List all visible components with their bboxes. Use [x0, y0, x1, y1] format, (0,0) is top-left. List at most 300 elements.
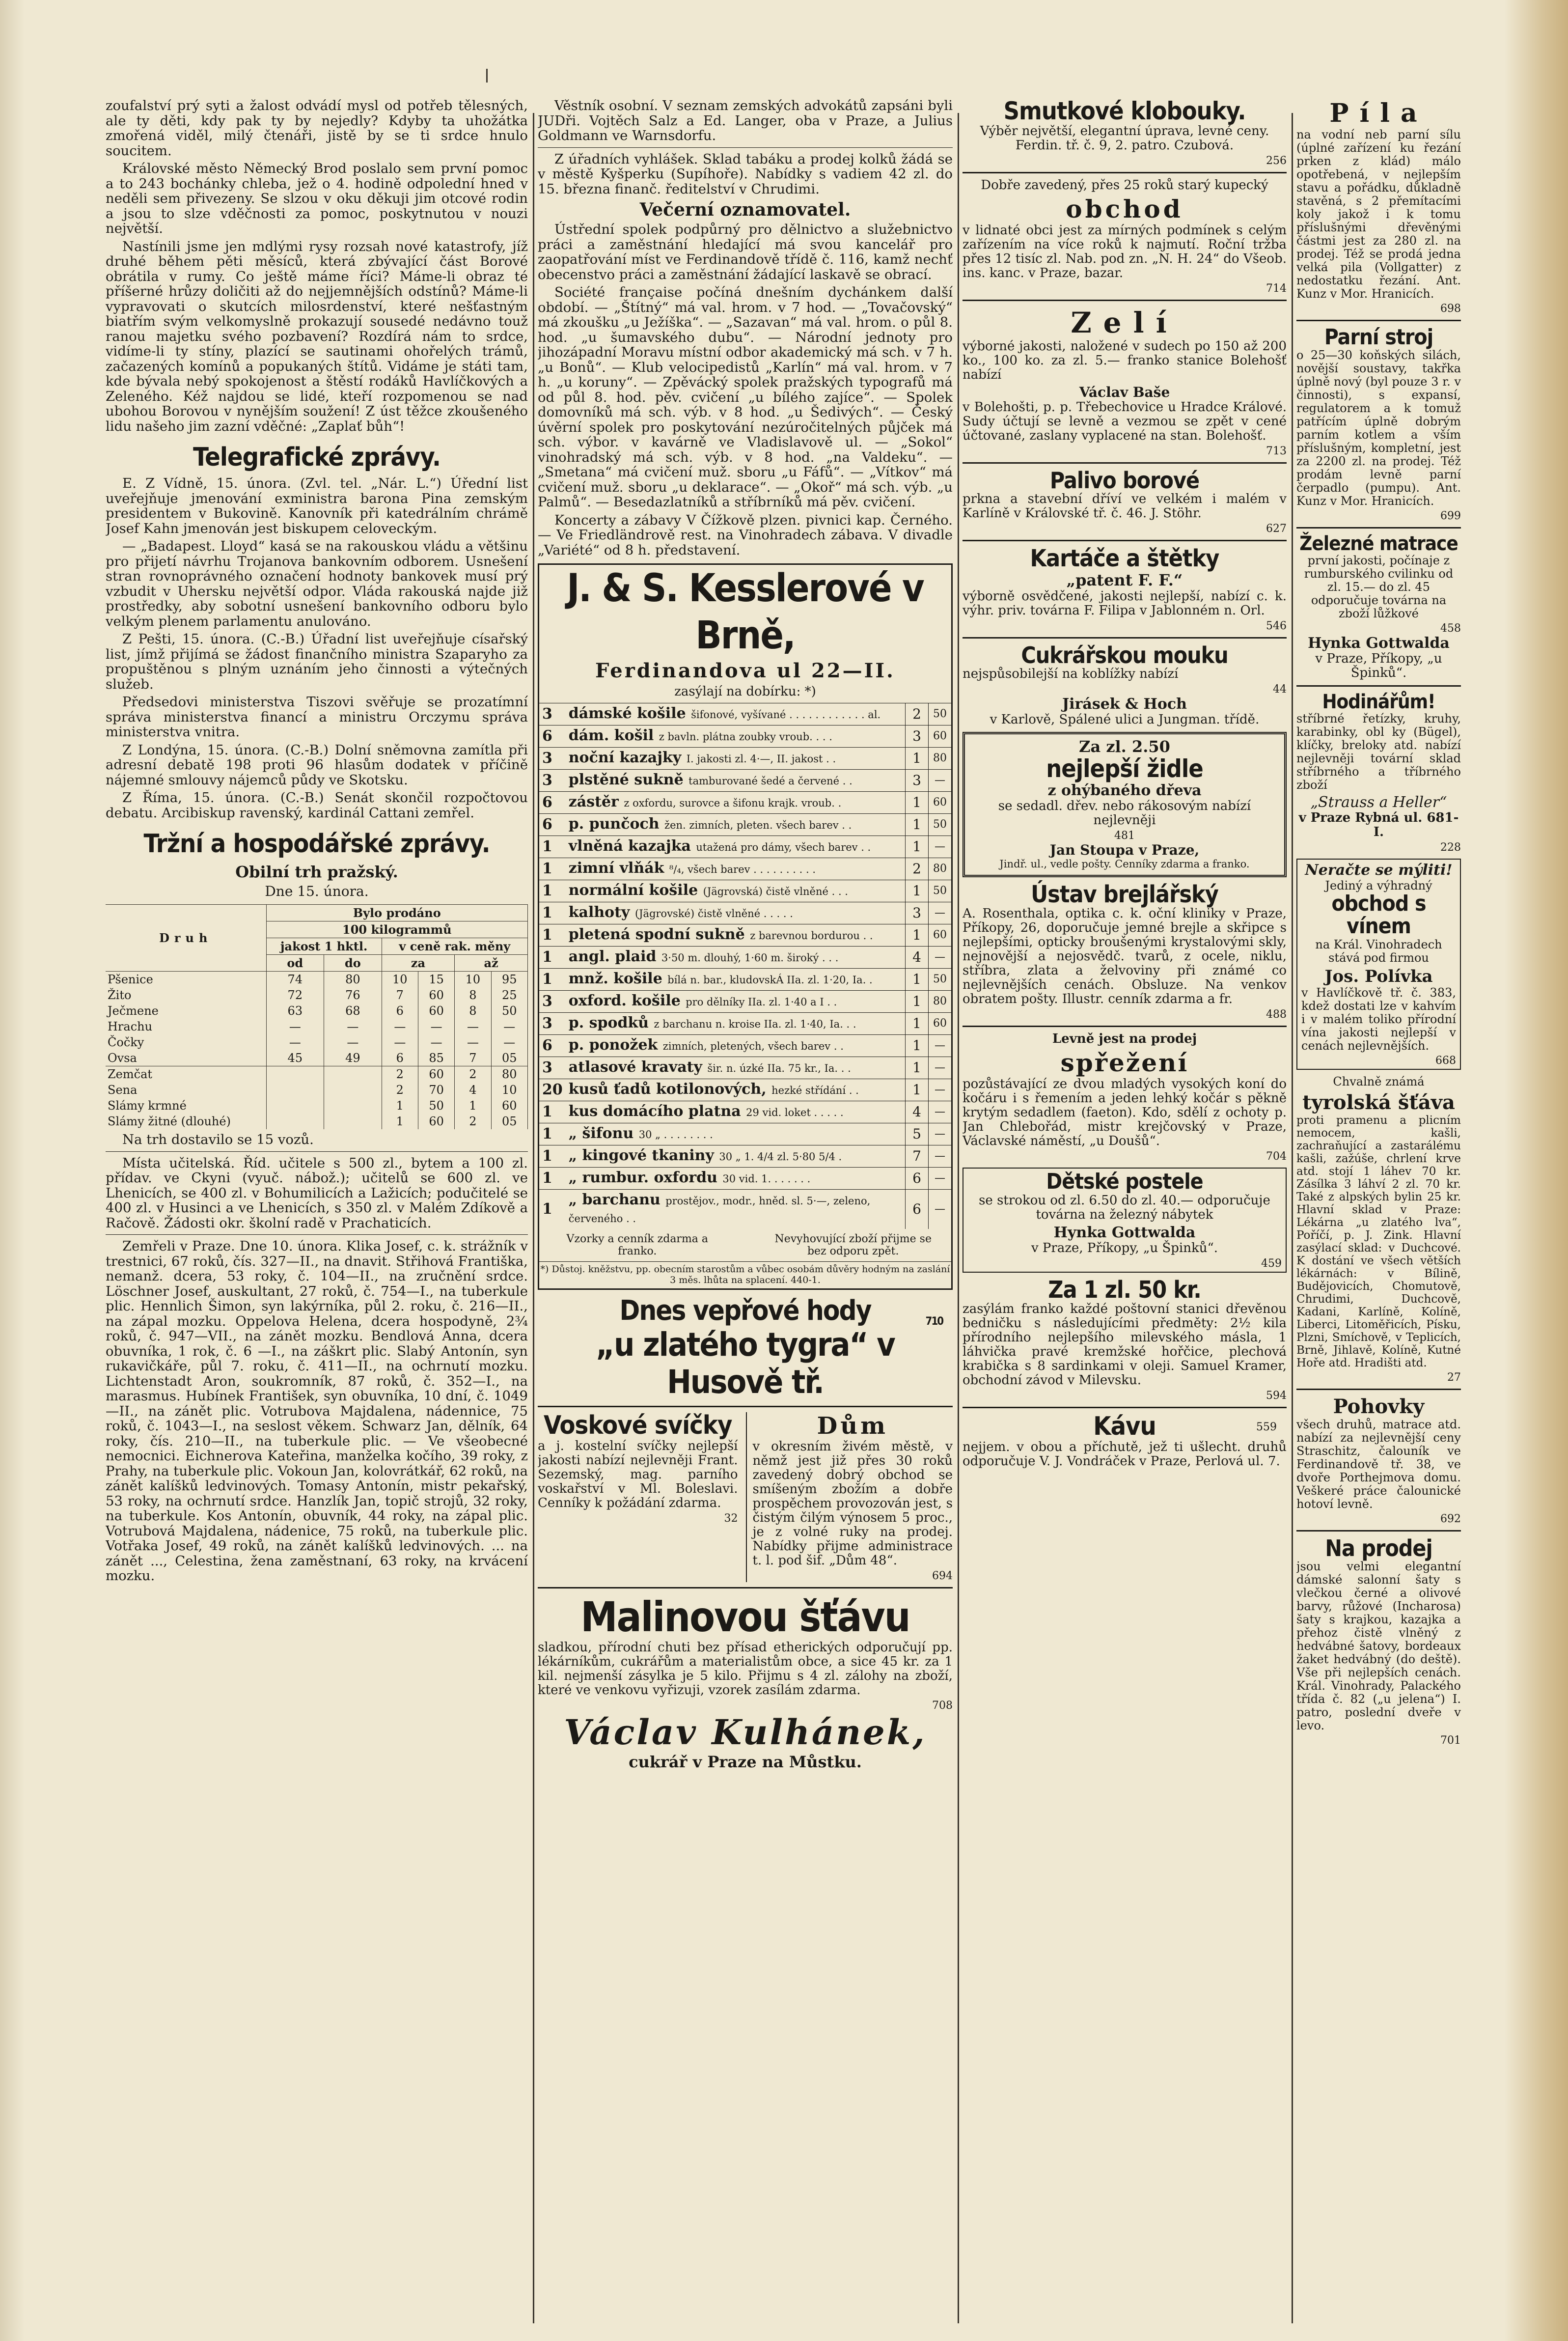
sofas-text: všech druhů, matrace atd. nabízí za nejlevnější ceny Straschitz, čalouník ve Ferdinandově tř. 38, ve dvoře Porthejmova domu. Veškeré práce čalounické hotoví levně.	[1296, 1417, 1461, 1511]
wine-heading: obchod s vínem	[1331, 891, 1426, 939]
grain-value: 63	[266, 1003, 324, 1019]
article-text: Královské město Německý Brod poslalo sem první pomoc a to 243 bochánky chleba, jež o 4. hodině odpolední hned v neděli sem přivezeny. Se slzou v oku děkuji jim otcové rodin a jsou to slze vděčnosti za pomoc, poskytnutou v nouzi největší.	[106, 161, 528, 236]
grain-name: Zemčat	[106, 1066, 266, 1083]
item-name	[566, 1123, 906, 1145]
item-price-zl: 3	[906, 725, 929, 748]
item-price-zl: 1	[906, 1013, 929, 1035]
list-item	[539, 1123, 951, 1145]
for-sale-text: jsou velmi elegantní dámské salonní šaty s vlečkou černé a olivové barvy, růžové (Incharosa) šaty s krajkou, kazajka a přehoz čistě vlněný z hedvábné šatovy, bordeaux žaket hedvábný (do deště). Vše při nejlepších cenách. Král. Vinohrady, Palackého třída č. 82 („u jelena“) I. patro, poslední dveře v levo.	[1296, 1559, 1461, 1732]
item-name	[566, 924, 906, 947]
beds-advert	[963, 1168, 1287, 1272]
ad-number: 692	[1440, 1512, 1461, 1525]
chairs-seller: Jan Stoupa v Praze,	[1049, 841, 1200, 858]
table-row	[106, 1066, 528, 1083]
evening-notice: Société française počíná dnešním dychánkem další období. — „Štítný“ má val. hrom. v 7 hod. — „Tovačovský“ má zkoušku „u Ježíška“. — „Sazavan“ má val. hrom. o půl 8. hod. „u šumavského dubu“. — Národní jednoty pro jihozápadní Moravu místní odbor akademický má sch. v 7 h. „u Bonů“. — Klub velocipedistů „Karlín“ má val. hrom. v 7 h. „u koruny“. — Zpěvácký spolek pražských typografů má od půl 8. hod. pěv. cvičení „u bílého zajíce“. — Spolek domovníků má sch. výb. v 8 hod. „u Šedivých“. — Český úvěrní spolek pro poskytování nezúročitelných půjček má sch. výbor. v kavárně ve Vladislavově ul. — „Sokol“ vinohradský má sch. výb. v 8 hod. „na Valdeku“. — „Smetana“ má cvičení muž. sboru „u Fáfů“. — „Vítkov“ má cvičení muž. sboru „u deklarace“. — „Okoř“ má sch. výb. „u Palmů“. — Besedazlatníků a stříbrníků má pěv. cvičení.	[538, 284, 953, 510]
grain-value: 1	[455, 1098, 491, 1114]
grain-value: 8	[455, 987, 491, 1003]
item-description: 30 „ . . . . . . . .	[638, 1129, 713, 1141]
grain-value: 72	[266, 987, 324, 1003]
engine-text: o 25—30 koňských silách, novější soustavy, takřka úplně nový (byl pouze 3 r. v činnosti), s expansí, regulatorem a k tomuž patřícím úplně dobrým parním kotlem a vším příslušným, kompletní, jest za 2200 zl. na prodej. Též prodám levně parní čerpadlo (pumpu). Ant. Kunz v Mor. Hranicích.	[1296, 348, 1461, 508]
grain-value: 15	[418, 972, 454, 988]
grain-value: 95	[491, 972, 527, 988]
beds-address: v Praze, Příkopy, „u Špinků“.	[1031, 1240, 1218, 1255]
carriage-heading: spřežení	[1060, 1048, 1189, 1078]
kessler-item-list	[539, 703, 951, 1229]
ad-number: 32	[724, 1512, 738, 1525]
for-sale-heading: Na prodej	[1325, 1534, 1432, 1561]
item-title: „ kingové tkaniny	[568, 1147, 714, 1164]
item-price-kr: —	[929, 1145, 952, 1168]
section-heading-market: Tržní a hospodářské zprávy.	[143, 829, 490, 859]
list-item	[539, 792, 951, 814]
item-title: mnž. košile	[568, 970, 662, 987]
col-header-do: do	[324, 955, 382, 972]
item-title: „ barchanu	[568, 1191, 660, 1208]
list-item	[539, 991, 951, 1013]
grain-value: 74	[266, 972, 324, 988]
item-title: vlněná kazajka	[568, 837, 691, 855]
grain-value: —	[324, 1019, 382, 1034]
section-heading-telegraph: Telegrafické zprávy.	[193, 443, 440, 472]
chairs-advert	[963, 732, 1287, 877]
grain-value: —	[266, 1034, 324, 1050]
mattress-address: v Praze, Příkopy, „u Špinků“.	[1315, 651, 1442, 681]
brushes-subheading: „patent F. F.“	[1066, 571, 1183, 590]
item-quantity: 1	[539, 969, 566, 991]
grain-market-date: Dne 15. února.	[265, 883, 369, 899]
coffee-heading: Kávu	[1093, 1411, 1156, 1441]
item-description: utažená pro dámy, všech barev . .	[696, 841, 871, 853]
hats-heading: Smutkové klobouky.	[1003, 98, 1246, 125]
list-item	[539, 880, 951, 902]
item-quantity: 1	[539, 858, 566, 880]
item-name	[566, 969, 906, 991]
grain-name: Pšenice	[106, 972, 266, 988]
grain-market-heading: Obilní trh pražský.	[235, 863, 398, 881]
cabbage-heading: Zelí	[1071, 306, 1179, 339]
item-title: oxford. košile	[568, 992, 681, 1009]
chairs-address: Jindř. ul., vedle pošty. Cenníky zdarma a franko.	[999, 858, 1250, 870]
item-title: plstěné sukně	[568, 771, 684, 788]
wine-seller: Jos. Polívka	[1324, 966, 1433, 986]
item-price-kr: 60	[929, 924, 952, 947]
grain-value: —	[491, 1019, 527, 1034]
grain-value: 85	[418, 1050, 454, 1066]
item-price-kr: 80	[929, 748, 952, 770]
item-price-kr: —	[929, 1101, 952, 1123]
watchmakers-address: v Praze Rybná ul. 681-I.	[1298, 810, 1459, 840]
item-quantity: 1	[539, 902, 566, 924]
brushes-heading: Kartáče a štětky	[1030, 544, 1219, 572]
grain-value: 2	[455, 1066, 491, 1083]
list-item	[539, 902, 951, 924]
list-item	[539, 814, 951, 836]
kessler-samples: Vzorky a cenník zdarma a franko.	[566, 1233, 709, 1257]
list-item	[539, 1013, 951, 1035]
raspberry-text: sladkou, přírodní chuti bez přísad etherických odporučují pp. lékárníkům, cukrářům a materialistům obce, a sice 45 kr. za 1 kil. nejmenší zásylka je 5 kilo. Přijmu s 4 zl. zálohy na zboží, které ve venkovu vyřizuji, vzorek zasílám zdarma.	[538, 1640, 953, 1698]
col-header-quality: jakost 1 hktl.	[266, 938, 382, 955]
column-3	[963, 98, 1287, 2328]
item-title: „ rumbur. oxfordu	[568, 1169, 717, 1186]
item-price-zl: 1	[906, 969, 929, 991]
grain-value: 10	[491, 1082, 527, 1098]
evening-notices-heading: Večerní oznamovatel.	[639, 199, 851, 220]
item-price-kr: —	[929, 1079, 952, 1101]
item-description: šir. n. úzké IIa. 75 kr., Ia. . .	[707, 1062, 851, 1074]
house-heading: Dům	[817, 1412, 888, 1440]
flour-text: nejspůsobilejší na koblížky nabízí	[963, 667, 1179, 682]
item-title: p. spodků	[568, 1014, 649, 1031]
item-description: pro dělníky IIa. zl. 1·40 a I . .	[686, 996, 837, 1008]
fuel-heading: Palivo borové	[1049, 467, 1200, 494]
optician-text: A. Rosenthala, optika c. k. oční kliniky v Praze, Příkopy, 26, doporučuje jemné brejle a skřipce s nejlepšími, opticky broušenými krystalovými skly, nejnovější a nejosvědč. tvarů, z ocele, niklu, stříbra, zlata a želvoviny při známé co nejlevnějších cenách. Obsluze. Na venkov obratem pošty. Illustr. cenník zdarma a fr.	[963, 906, 1287, 1007]
item-price-kr: —	[929, 1057, 952, 1079]
list-item	[539, 1101, 951, 1123]
divider	[1296, 527, 1461, 529]
cabbage-text-2: v Bolehošti, p. p. Třebechovice u Hradce Králové. Sudy účtují se levně a vezmou se zpět v cené účtované, zaslany vyplacené na stan. Bolehošť.	[963, 399, 1287, 443]
item-quantity: 1	[539, 947, 566, 969]
list-item	[539, 969, 951, 991]
item-quantity: 1	[539, 924, 566, 947]
ad-number: 698	[1440, 303, 1461, 315]
col-header-price: v ceně rak. měny	[382, 938, 527, 955]
list-item	[539, 1145, 951, 1168]
grain-name: Čočky	[106, 1034, 266, 1050]
item-title: „ šifonu	[568, 1125, 634, 1142]
item-price-kr: 60	[929, 792, 952, 814]
item-price-kr: —	[929, 1190, 952, 1229]
item-name	[566, 770, 906, 792]
grain-value: 7	[455, 1050, 491, 1066]
grain-value	[266, 1066, 324, 1083]
flour-heading: Cukrářskou mouku	[1021, 642, 1228, 669]
house-text: v okresním živém městě, v němž jest již přes 30 roků zavedený dobrý obchod se smíšeným zbožím a dobře prospěchem provozován jest, s čistým čilým výnosem 5 proc., je z volné ruky na prodej. Nabídky přijme administrace t. l. pod šif. „Dům 48“.	[752, 1439, 953, 1568]
divider	[963, 462, 1287, 464]
col-header-az: až	[455, 955, 528, 972]
grain-value	[324, 1082, 382, 1098]
table-row	[106, 987, 528, 1003]
item-quantity: 6	[539, 1035, 566, 1057]
sofas-heading: Pohovky	[1333, 1394, 1425, 1418]
grain-name: Ovsa	[106, 1050, 266, 1066]
grain-value: 45	[266, 1050, 324, 1066]
item-price-zl: 4	[906, 947, 929, 969]
table-row	[106, 972, 528, 988]
item-title: dámské košile	[568, 705, 686, 722]
flour-seller: Jirásek & Hoch	[1062, 696, 1187, 713]
column-rule	[1292, 113, 1293, 2323]
tyrol-heading: tyrolská šťáva	[1302, 1090, 1455, 1114]
mattress-seller: Hynka Gottwalda	[1308, 635, 1450, 652]
kessler-address: Ferdinandova ul 22—II.	[595, 659, 895, 682]
grain-value: 25	[491, 987, 527, 1003]
divider	[538, 1587, 953, 1589]
divider	[1296, 1530, 1461, 1532]
item-description: (Jägrovská) čistě vlněné . . .	[703, 886, 848, 897]
ad-number: 559	[1256, 1421, 1277, 1433]
ad-number: 256	[1266, 154, 1287, 167]
ad-number: 228	[1440, 841, 1461, 854]
grain-value: 50	[418, 1098, 454, 1114]
grain-value: 60	[418, 987, 454, 1003]
item-price-zl: 5	[906, 1123, 929, 1145]
raspberry-heading: Malinovou šťávu	[580, 1593, 910, 1641]
item-title: zimní vlňák	[568, 860, 664, 877]
article-text: zoufalství prý syti a žalost odvádí mysl od potřeb tělesných, ale ty děti, kdy pak ty by nejedly? Kdyby ta uhožátka zmořená viděl, milý čtenáři, jistě by se ti srdce hnulo soucitem.	[106, 98, 528, 159]
grain-value	[266, 1114, 324, 1129]
item-quantity: 1	[539, 1145, 566, 1168]
item-name	[566, 1035, 906, 1057]
item-quantity: 1	[539, 880, 566, 902]
engine-heading: Parní stroj	[1324, 325, 1433, 350]
item-price-kr: 80	[929, 858, 952, 880]
table-row	[106, 1114, 528, 1129]
ad-number: 594	[1266, 1389, 1287, 1402]
table-row	[106, 1098, 528, 1114]
grain-name: Slámy žitné (dlouhé)	[106, 1114, 266, 1129]
item-price-zl: 1	[906, 748, 929, 770]
divider	[963, 637, 1287, 639]
item-description: žen. zimních, pleten. všech barev . .	[664, 819, 852, 831]
item-price-kr: —	[929, 1035, 952, 1057]
teacher-posts: Místa učitelská. Říd. učitele s 500 zl., bytem a 100 zl. přídav. ve Ckyni (vyuč. nábož.); učitelů se 600 zl. ve Lhenicích, se 400 zl. v Bohumilicích a Lažicích; podučitelé se 400 zl. v Husinci a ve Lhenicích, s 350 zl. v Malém Zdíkově a Račově. Žádosti okr. školní radě v Prachaticích.	[106, 1155, 528, 1231]
item-quantity: 3	[539, 991, 566, 1013]
item-description: I. jakosti zl. 4·—, II. jakost . .	[686, 753, 836, 765]
flour-address: v Karlově, Spálené ulici a Jungman. třídě.	[990, 712, 1260, 727]
grain-name: Hrachu	[106, 1019, 266, 1034]
list-item	[539, 725, 951, 748]
item-quantity: 1	[539, 1168, 566, 1190]
candles-heading: Voskové svíčky	[544, 1411, 732, 1440]
item-title: angl. plaid	[568, 948, 657, 965]
ad-number: 458	[1440, 622, 1461, 635]
feast-line-1: Dnes vepřové hody	[619, 1295, 871, 1327]
divider	[106, 1234, 528, 1235]
kessler-footnote: *) Důstoj. kněžstvu, pp. obecním starostům a vůbec osobám důvěry hodným na zaslání 3 měs. lhůta na splacení. 440-1.	[539, 1261, 951, 1285]
item-name	[566, 880, 906, 902]
item-price-zl: 2	[906, 858, 929, 880]
divider	[963, 300, 1287, 301]
butter-heading: Za 1 zl. 50 kr.	[1048, 1276, 1201, 1304]
grain-value: —	[455, 1034, 491, 1050]
grain-value: 05	[491, 1114, 527, 1129]
grain-name: Slámy krmné	[106, 1098, 266, 1114]
ad-number: 27	[1447, 1371, 1461, 1384]
item-name	[566, 1101, 906, 1123]
carriage-text: pozůstávající ze dvou mladých vysokých koní do kočáru i s řemením a jeden lehký kočár s pěkně krytým sedadlem (faeton). Kdo, sdělí z ochoty p. Jan Chlebořád, mistr krejčovský v Praze, Václavské náměstí, „u Doušů“.	[963, 1077, 1287, 1149]
item-price-zl: 1	[906, 1079, 929, 1101]
crease-mark	[486, 69, 488, 83]
grain-value: 10	[382, 972, 418, 988]
optician-heading: Ústav brejlářský	[1031, 880, 1218, 908]
divider	[963, 540, 1287, 541]
news-item: Z Londýna, 15. února. (C.-B.) Dolní sněmovna zamítla při adresní debatě 198 proti 96 hlasům dodatek v příčině nájemné smlouvy nájemců půdy ve Skotsku.	[106, 742, 528, 788]
item-price-zl: 1	[906, 991, 929, 1013]
grain-value: 8	[455, 1003, 491, 1019]
grain-value: 80	[491, 1066, 527, 1083]
item-description: z barchanu n. kroise IIa. zl. 1·40, Ia. . .	[654, 1018, 856, 1030]
item-price-zl: 1	[906, 792, 929, 814]
kessler-subtitle: zasýlají na dobírku: *)	[674, 684, 816, 699]
ad-number: 704	[1266, 1150, 1287, 1163]
page-edge-left	[0, 0, 25, 2341]
item-price-kr: 50	[929, 880, 952, 902]
grain-value	[324, 1114, 382, 1129]
list-item	[539, 770, 951, 792]
item-name	[566, 748, 906, 770]
list-item	[539, 748, 951, 770]
grain-name: Sena	[106, 1082, 266, 1098]
chairs-subheading: z ohýbaného dřeva	[1047, 781, 1202, 799]
item-name	[566, 991, 906, 1013]
mattress-text: první jakosti, počínaje z rumburského cvilinku od zl. 15.— do zl. 45 odporučuje továrna na zboží lůžkové	[1304, 554, 1454, 621]
table-row	[106, 1034, 528, 1050]
grain-value: —	[455, 1019, 491, 1034]
item-quantity: 1	[539, 1123, 566, 1145]
col-header-od: od	[266, 955, 324, 972]
item-name	[566, 814, 906, 836]
item-title: atlasové kravaty	[568, 1059, 702, 1076]
ad-number: 710	[925, 1315, 943, 1328]
watchmakers-text: stříbrné řetízky, kruhy, karabinky, obl ky (Bügel), klíčky, breloky atd. nabízí nejlevněji tovární sklad stříbrného a tříbrného zboží	[1296, 712, 1461, 792]
grain-value: 80	[324, 972, 382, 988]
item-description: (Jägrovské) čistě vlněné . . . . .	[634, 908, 793, 920]
item-name	[566, 725, 906, 748]
divider	[106, 1151, 528, 1152]
item-description: hezké střídání . .	[771, 1085, 859, 1096]
wine-text: na Král. Vinohradech stává pod firmou	[1315, 937, 1442, 965]
grain-value: 6	[382, 1003, 418, 1019]
grain-value	[266, 1082, 324, 1098]
table-row	[106, 1050, 528, 1066]
divider	[1296, 320, 1461, 321]
item-description: prostějov., modr., hněd. sl. 5·—, zeleno, červeného . .	[568, 1195, 871, 1225]
grain-value: 49	[324, 1050, 382, 1066]
beds-seller: Hynka Gottwalda	[1053, 1224, 1196, 1241]
wine-lead: Neračte se mýliti!	[1305, 862, 1453, 879]
list-item	[539, 947, 951, 969]
brushes-text: výborně osvědčené, jakosti nejlepší, nabízí c. k. výhr. priv. továrna F. Filipa v Jablonném n. Orl.	[963, 589, 1287, 618]
ad-row	[538, 1412, 953, 1582]
divider	[1296, 685, 1461, 687]
watchmakers-seller: „Strauss a Heller“	[1310, 794, 1447, 811]
news-item: E. Z Vídně, 15. února. (Zvl. tel. „Nár. L.“) Úřední list uveřejňuje jmenování exministra barona Pina zemským presidentem v Bukovině. Kanovník při katedrálním chrámě Josef Kahn jmenován jest biskupem celoveckým.	[106, 475, 528, 536]
list-item	[539, 1190, 951, 1229]
item-description: šifonové, vyšívané . . . . . . . . . . . . al.	[691, 709, 881, 721]
newspaper-page	[106, 98, 1461, 2328]
item-title: dám. košil	[568, 727, 654, 744]
item-title: normální košile	[568, 882, 698, 899]
col-header-za: za	[382, 955, 455, 972]
item-title: kalhoty	[568, 904, 630, 921]
item-name	[566, 858, 906, 880]
ad-number: 459	[1261, 1257, 1282, 1270]
item-quantity: 3	[539, 1013, 566, 1035]
item-price-kr: —	[929, 1168, 952, 1190]
table-row	[106, 1003, 528, 1019]
cabbage-seller: Václav Baše	[1079, 384, 1170, 400]
tyrol-text: proti pramenu a plicním nemocem, kašli, zachraňující a zastarálému kašli, zažúše, chrlení krve atd. stojí 1 láhev 70 kr. Zásílka 3 láhví 2 zl. 70 kr. Také z alpských bylin 25 kr. Hlavní sklad v Praze: Lékárna „u zlatého lva“, Poříčí, p. J. Zink. Hlavní zasýlací sklad: v Duchcové. K dostání ve všech větších lékárnách: v Bílině, Budějovicích, Chomutově, Chrudimi, Duchcově, Kadani, Karlíně, Kolíně, Liberci, Litoměřicích, Písku, Plzni, Smíchově, v Teplicích, Brně, Jihlavě, Kolíně, Kutné Hoře atd. Hradišti atd.	[1296, 1114, 1461, 1369]
divider	[963, 1407, 1287, 1408]
list-item	[539, 858, 951, 880]
item-price-kr: —	[929, 770, 952, 792]
official-notices: Z úřadních vyhlášek. Sklad tabáku a prodej kolků žádá se v městě Kyšperku (Supíhoře). Nabídky s vadiem 42 zl. do 15. března finanč. ředitelství v Chrudimi.	[538, 151, 953, 197]
ad-number: 699	[1440, 510, 1461, 523]
divider	[963, 172, 1287, 173]
grain-value: 2	[455, 1114, 491, 1129]
grain-value: 70	[418, 1082, 454, 1098]
grain-value: 60	[418, 1114, 454, 1129]
divider	[538, 1406, 953, 1407]
column-1	[106, 98, 528, 2328]
candles-text: a j. kostelní svíčky nejlepší jakosti nabízí nejlevněji Frant. Sezemský, mag. parního voskařství v Ml. Boleslavi. Cenníky k požádání zdarma.	[538, 1438, 738, 1510]
item-description: tamburované šedé a červené . .	[688, 775, 853, 787]
list-item	[539, 1168, 951, 1190]
item-price-kr: 50	[929, 703, 952, 725]
shop-lead: Dobře zavedený, přes 25 roků starý kupecký	[981, 177, 1268, 193]
item-price-zl: 3	[906, 902, 929, 924]
grain-value: —	[491, 1034, 527, 1050]
grain-value: 1	[382, 1098, 418, 1114]
evening-notice: Koncerty a zábavy V Čížkově plzen. pivnici kap. Černého. — Ve Friedländrově rest. na Vinohradech zábava. V divadle „Variété“ od 8 h. představení.	[538, 512, 953, 558]
grain-name: Ječmene	[106, 1003, 266, 1019]
ad-number: 713	[1266, 445, 1287, 457]
item-name	[566, 1013, 906, 1035]
item-quantity: 1	[539, 1101, 566, 1123]
item-price-zl: 1	[906, 880, 929, 902]
article-text: Nastínili jsme jen mdlými rysy rozsah nové katastrofy, jíž druhé během pěti měsíců, která zbývající část Borové obrátila v rumy. Co ještě máme říci? Máme-li obraz té příšerné hrůzy doličiti až do nejjemnějších odstínů? Máme-li vypravovati o skutcích milosrdenství, které nešťastným biatřím svým velkomyslně prokazují sousedé nedávno touž ranou majetku svého pozbavení? Rozdírá nám to srdce, vidíme-li ty stíny, plazící se sautinami ohořelých trámů, začazených komínů a popukaných štítů. Vidáme je státi tam, kde bývala nebý spokojenost a štěstí rodáků Havlíčkových a Zeleného. Kéž najdou se lidé, kteří rozpomenou se nad ubohou Borovou v nynějším soužení! Z úst těžce zkoušeného lidu našeho jim zazní vděčné: „Zaplať bůh“!	[106, 238, 528, 434]
grain-value: —	[418, 1034, 454, 1050]
divider	[963, 1026, 1287, 1027]
shop-heading: obchod	[1066, 194, 1183, 223]
item-price-zl: 4	[906, 1101, 929, 1123]
sawmill-heading: Píla	[1329, 98, 1428, 128]
item-price-kr: 80	[929, 991, 952, 1013]
news-item: Z Pešti, 15. února. (C.-B.) Úřadní list uveřejňuje císařský list, jímž přijímá se žádost finančního ministra Szaparyho za propuštěnou s plným uznáním jeho činnosti a výtečných služeb.	[106, 631, 528, 692]
item-quantity: 3	[539, 1057, 566, 1079]
item-quantity: 20	[539, 1079, 566, 1101]
item-price-kr: —	[929, 947, 952, 969]
list-item	[539, 1079, 951, 1101]
grain-value: 60	[418, 1066, 454, 1083]
news-item: Předsedovi ministerstva Tiszovi svěřuje se prozatímní správa ministerstva financí a ministru Orczymu správa ministerstva vnitra.	[106, 694, 528, 740]
item-name	[566, 836, 906, 858]
grain-value: 60	[418, 1003, 454, 1019]
candles-advert	[538, 1412, 738, 1582]
item-name	[566, 1057, 906, 1079]
column-2	[538, 98, 953, 2328]
ad-number: 627	[1266, 522, 1287, 535]
coffee-advert	[963, 1413, 1287, 1469]
item-description: zimních, pletených, všech barev . .	[662, 1040, 844, 1052]
item-price-zl: 1	[906, 814, 929, 836]
item-description: z bavln. plátna zoubky vroub. . . .	[659, 731, 832, 743]
ad-number: 714	[1266, 282, 1287, 295]
ad-number: 481	[1114, 829, 1135, 842]
item-title: p. punčoch	[568, 815, 660, 833]
table-row	[106, 1019, 528, 1034]
item-title: zástěr	[568, 793, 619, 810]
item-price-kr: —	[929, 902, 952, 924]
item-price-kr: 50	[929, 814, 952, 836]
item-name	[566, 947, 906, 969]
grain-value: 76	[324, 987, 382, 1003]
kulhanek-address: cukrář v Praze na Můstku.	[629, 1753, 862, 1771]
grain-value: —	[324, 1034, 382, 1050]
grain-value	[324, 1066, 382, 1083]
item-price-kr: 50	[929, 969, 952, 991]
grain-value: 2	[382, 1066, 418, 1083]
